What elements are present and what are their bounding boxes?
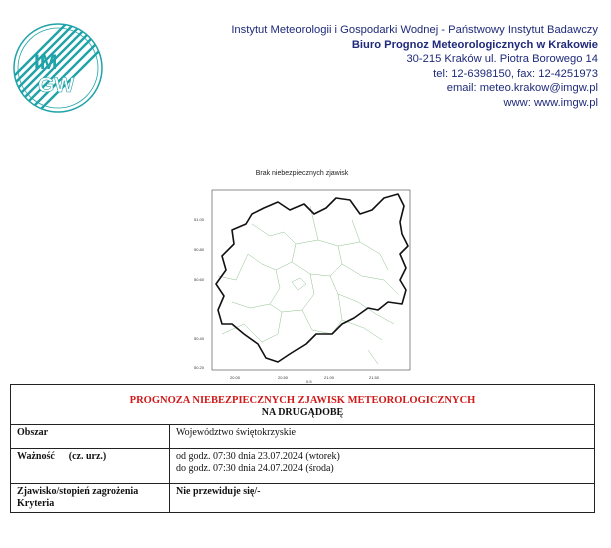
region-map: [192, 184, 416, 384]
warning-subtitle: NA DRUGĄDOBĘ: [261, 407, 344, 418]
logo-text-top: IM: [34, 51, 58, 74]
y-tick-3: 50.60: [194, 277, 205, 282]
y-tick-2: 50.80: [194, 247, 205, 252]
phenomenon-label: Zjawisko/stopień zagrożenia: [17, 486, 139, 497]
x-tick-4: 21.50: [369, 375, 380, 380]
warning-title-cell: [11, 385, 595, 425]
phone-fax: tel: 12-6398150, fax: 12-4251973: [433, 67, 598, 80]
y-tick-4: 50.40: [194, 336, 205, 341]
logo-text-bottom: GW: [38, 74, 75, 97]
website: www: www.imgw.pl: [503, 96, 598, 109]
imgw-logo: [12, 22, 104, 114]
phenomenon-label-cell: [11, 484, 170, 513]
phenomenon-value: Nie przewiduje się/-: [170, 484, 595, 513]
y-tick-1: 51.00: [194, 217, 205, 222]
x-tick-2: 20.50: [278, 375, 289, 380]
y-tick-5: 50.20: [194, 365, 205, 370]
x-axis-label: 0.5: [306, 379, 312, 384]
institute-name: Instytut Meteorologii i Gospodarki Wodnej - Państwowy Instytut Badawczy: [231, 24, 598, 36]
address: 30-215 Kraków ul. Piotra Borowego 14: [406, 53, 598, 66]
area-label: Obszar: [11, 425, 170, 449]
x-tick-1: 20.00: [230, 375, 241, 380]
criteria-label: Kryteria: [17, 498, 55, 509]
x-tick-3: 21.00: [324, 375, 335, 380]
validity-unit: (cz. urz.): [68, 451, 107, 462]
valid-from: od godz. 07:30 dnia 23.07.2024 (wtorek): [176, 451, 340, 462]
validity-value-cell: [170, 449, 595, 484]
map-title: Brak niebezpiecznych zjawisk: [255, 170, 349, 177]
validity-label: Ważność: [17, 451, 55, 462]
area-value: Województwo świętokrzyskie: [170, 425, 595, 449]
institute-header: [231, 23, 598, 111]
office-name: Biuro Prognoz Meteorologicznych w Krakowie: [351, 38, 598, 51]
warning-title: PROGNOZA NIEBEZPIECZNYCH ZJAWISK METEOROLOGICZNYCH: [129, 395, 476, 406]
valid-to: do godz. 07:30 dnia 24.07.2024 (środa): [176, 463, 334, 474]
warning-table: [10, 384, 595, 513]
validity-label-cell: [11, 449, 170, 484]
email: email: meteo.krakow@imgw.pl: [446, 82, 598, 95]
